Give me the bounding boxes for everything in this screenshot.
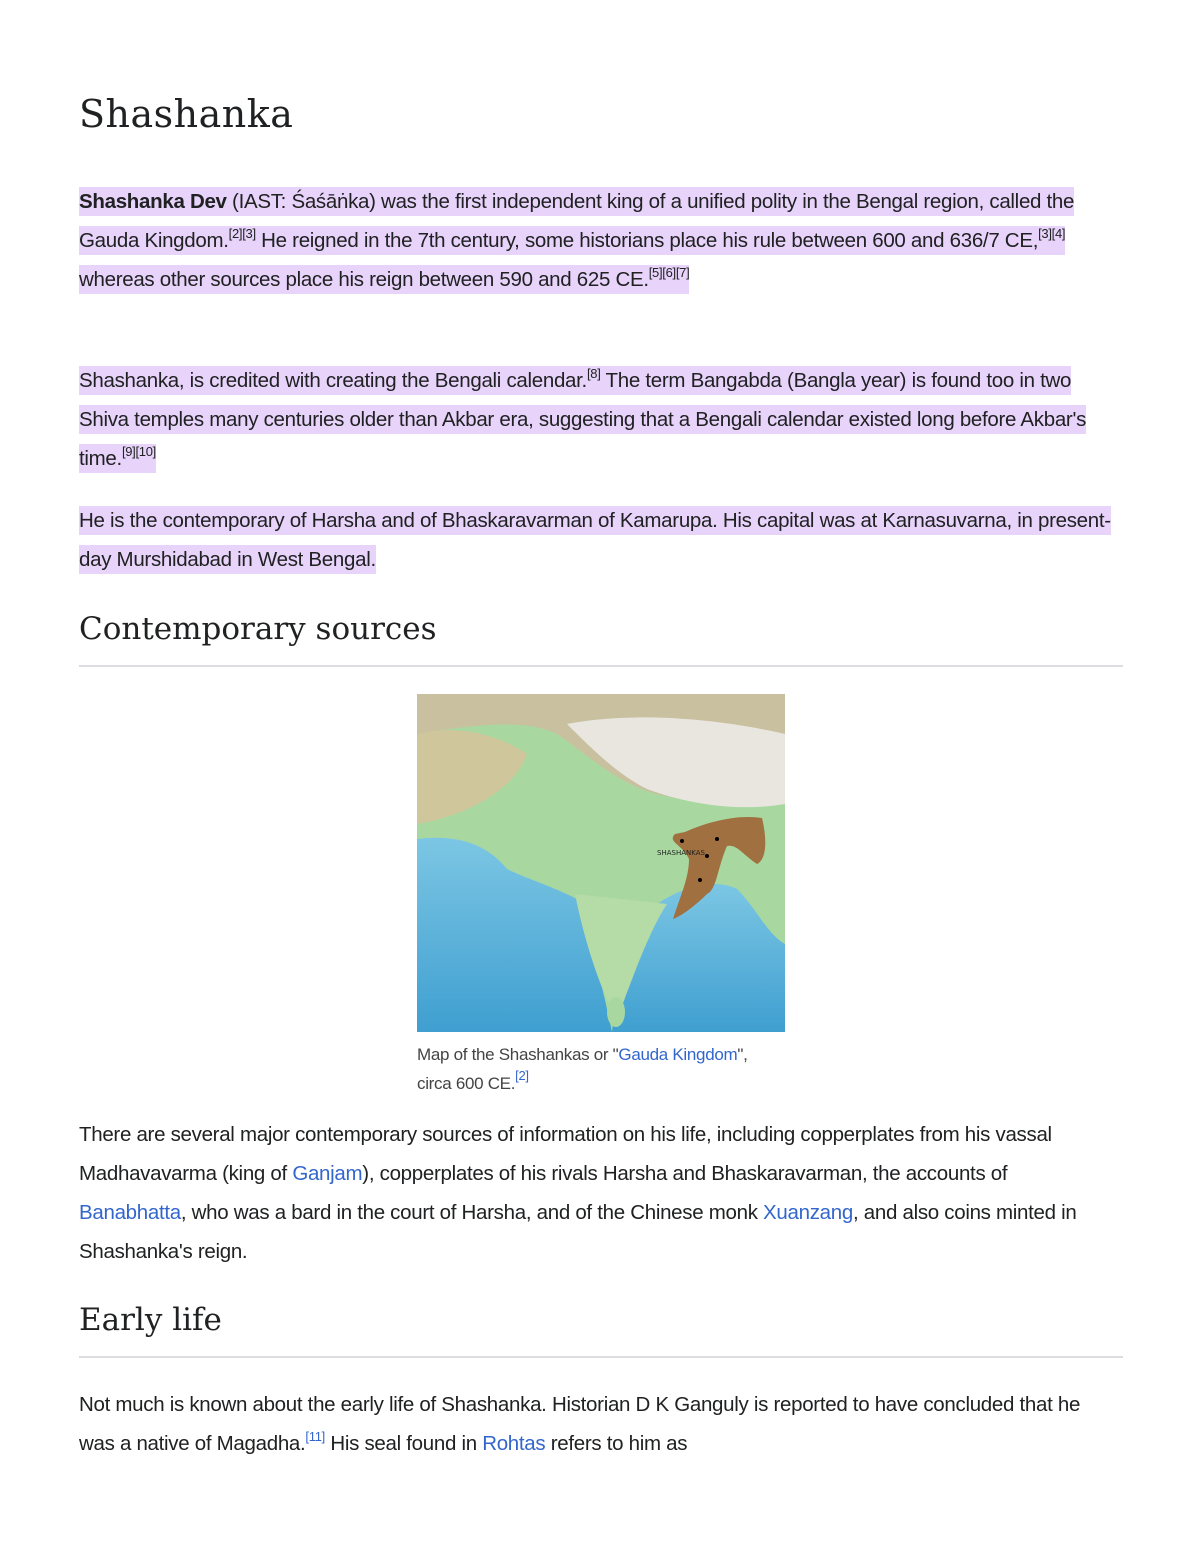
xuanzang-link[interactable]: Xuanzang [763, 1201, 853, 1224]
citation[interactable]: [3][4] [1038, 226, 1066, 241]
citation[interactable]: [2][3] [228, 226, 256, 241]
text: Map of the Shashankas or " [417, 1045, 619, 1064]
text: There are several major contemporary sources of information on his life, including copperplates from his vassal Madhavavarma (king of [79, 1123, 1052, 1185]
banabhatta-link[interactable]: Banabhatta [79, 1201, 181, 1224]
intro-paragraph-2 [79, 361, 1119, 478]
map-caption [417, 1040, 785, 1098]
map-figure [417, 694, 785, 1098]
citation[interactable]: [2] [515, 1068, 529, 1083]
text: , and also coins minted in Shashanka's reign. [79, 1201, 1077, 1263]
citation[interactable]: [11] [305, 1429, 325, 1444]
text: The term Bangabda (Bangla year) is found too in two Shiva temples many centuries older than Akbar era, suggesting that a Bengali calendar existed long before Akbar's time. [79, 369, 1087, 470]
text: Not much is known about the early life of Shashanka. Historian D K Ganguly is reported to have concluded that he was a native of Magadha. [79, 1393, 1081, 1455]
map-image[interactable] [417, 694, 785, 1032]
citation[interactable]: [8] [586, 366, 601, 381]
section-heading-contemporary-sources: Contemporary sources [79, 611, 1123, 667]
text: He is the contemporary of Harsha and of Bhaskaravarman of Kamarupa. His capital was at Karnasuvarna, in present-day Murshidabad in West Bengal. [79, 506, 1111, 574]
text: His seal found in [324, 1432, 483, 1455]
contemporary-paragraph [79, 1115, 1119, 1271]
intro-paragraph-1 [79, 182, 1119, 299]
citation[interactable]: [9][10] [121, 444, 156, 459]
early-life-paragraph [79, 1385, 1119, 1463]
text: ), copperplates of his rivals Harsha and Bhaskaravarman, the accounts of [362, 1162, 1008, 1185]
text: ", circa 600 CE. [417, 1045, 748, 1093]
subject-name: Shashanka Dev [79, 190, 227, 213]
rohtas-link[interactable]: Rohtas [482, 1432, 546, 1455]
page-title: Shashanka [79, 92, 294, 136]
citation[interactable]: [5][6][7] [648, 265, 690, 280]
ganjam-link[interactable]: Ganjam [292, 1162, 363, 1185]
text: whereas other sources place his reign between 590 and 625 CE. [79, 268, 649, 291]
map-city-marker [715, 837, 719, 841]
intro-paragraph-3 [79, 501, 1119, 579]
text: , who was a bard in the court of Harsha, and of the Chinese monk [180, 1201, 764, 1224]
map-region-label: SHASHANKAS [657, 849, 705, 857]
map-city-marker [698, 878, 702, 882]
map-city-marker [680, 839, 684, 843]
text: Shashanka, is credited with creating the Bengali calendar. [79, 369, 587, 392]
text: refers to him as [545, 1432, 688, 1455]
section-heading-early-life: Early life [79, 1302, 1123, 1358]
text: (IAST: Śaśāṅka) was the first independent king of a unified polity in the Bengal region, called the Gauda Kingdom. [79, 190, 1075, 252]
map-city-marker [705, 854, 709, 858]
text: He reigned in the 7th century, some historians place his rule between 600 and 636/7 CE, [255, 229, 1039, 252]
gauda-kingdom-link[interactable]: Gauda Kingdom [618, 1045, 738, 1064]
